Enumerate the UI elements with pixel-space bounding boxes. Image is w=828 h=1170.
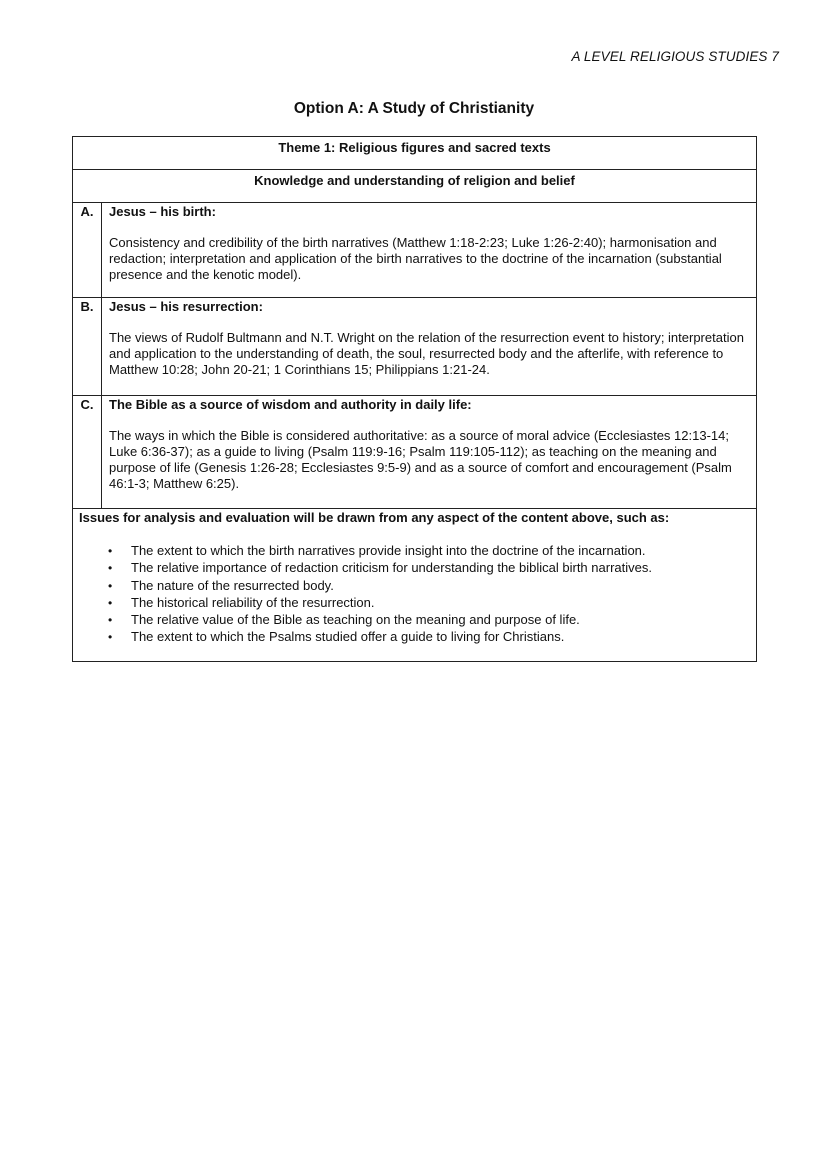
section-row bbox=[73, 298, 757, 396]
section-content-cell bbox=[102, 203, 757, 298]
section-content-cell bbox=[102, 396, 757, 509]
subheading-cell bbox=[73, 170, 757, 203]
bullet-icon: • bbox=[108, 561, 113, 576]
section-body: The ways in which the Bible is considered authoritative: as a source of moral advice (Ecclesiastes 12:13-14; Luke 6:36-37); as a guide to living (Psalm 119:9-16; Psalm 119:105-112); as teaching on the meaning and purpose of life (Genesis 1:26-28; Ecclesiastes 9:5-9) and as a source of comfort and encouragement (Psalm 46:1-3; Matthew 6:25). bbox=[109, 428, 732, 491]
section-title: Jesus – his resurrection: bbox=[109, 299, 263, 314]
theme-heading-row bbox=[73, 137, 757, 170]
section-body: Consistency and credibility of the birth narratives (Matthew 1:18-2:23; Luke 1:26-2:40); harmonisation and redaction; interpretation and application of the birth narratives to the doctrine of the incarnation (substantial presence and the kenotic model). bbox=[109, 235, 722, 282]
section-content-cell bbox=[102, 298, 757, 396]
issue-text: The relative value of the Bible as teaching on the meaning and purpose of life. bbox=[131, 612, 580, 628]
issue-item bbox=[79, 612, 750, 629]
issue-text: The extent to which the Psalms studied offer a guide to living for Christians. bbox=[131, 629, 565, 645]
bullet-icon: • bbox=[108, 578, 113, 593]
bullet-icon: • bbox=[108, 544, 113, 558]
section-row bbox=[73, 396, 757, 509]
section-row bbox=[73, 203, 757, 298]
issues-row bbox=[73, 509, 757, 662]
specification-table bbox=[72, 136, 757, 662]
issue-item bbox=[79, 629, 750, 646]
issue-item bbox=[79, 543, 750, 560]
issues-heading: Issues for analysis and evaluation will be drawn from any aspect of the content above, such as: bbox=[79, 510, 670, 525]
section-title: Jesus – his birth: bbox=[109, 204, 216, 219]
subheading-row bbox=[73, 170, 757, 203]
bullet-icon: • bbox=[108, 613, 113, 628]
section-title: The Bible as a source of wisdom and authority in daily life: bbox=[109, 397, 472, 412]
bullet-icon: • bbox=[108, 630, 113, 645]
issue-item bbox=[79, 560, 750, 577]
section-letter: B. bbox=[80, 299, 94, 314]
bullet-icon: • bbox=[108, 595, 113, 610]
issue-text: The nature of the resurrected body. bbox=[131, 577, 334, 593]
issues-cell bbox=[73, 509, 757, 662]
running-header: A LEVEL RELIGIOUS STUDIES 7 bbox=[571, 49, 779, 64]
issue-item bbox=[79, 595, 750, 612]
subheading: Knowledge and understanding of religion and belief bbox=[254, 173, 575, 188]
issue-text: The relative importance of redaction criticism for understanding the biblical birth narratives. bbox=[131, 560, 652, 576]
issues-list bbox=[79, 543, 750, 647]
theme-heading: Theme 1: Religious figures and sacred texts bbox=[278, 140, 551, 155]
issue-text: The historical reliability of the resurrection. bbox=[131, 594, 375, 610]
section-body: The views of Rudolf Bultmann and N.T. Wright on the relation of the resurrection event to history; interpretation and application to the understanding of death, the soul, resurrected body and the afterlife, with reference to Matthew 10:28; John 20-21; 1 Corinthians 15; Philippians 1:21-24. bbox=[109, 330, 744, 377]
section-letter-cell bbox=[73, 298, 102, 396]
section-letter: C. bbox=[80, 397, 94, 412]
page-title: Option A: A Study of Christianity bbox=[293, 100, 535, 117]
theme-heading-cell bbox=[73, 137, 757, 170]
section-letter: A. bbox=[80, 204, 94, 219]
issue-text: The extent to which the birth narratives provide insight into the doctrine of the incarnation. bbox=[131, 543, 646, 558]
section-letter-cell bbox=[73, 396, 102, 509]
section-letter-cell bbox=[73, 203, 102, 298]
issue-item bbox=[79, 578, 750, 595]
